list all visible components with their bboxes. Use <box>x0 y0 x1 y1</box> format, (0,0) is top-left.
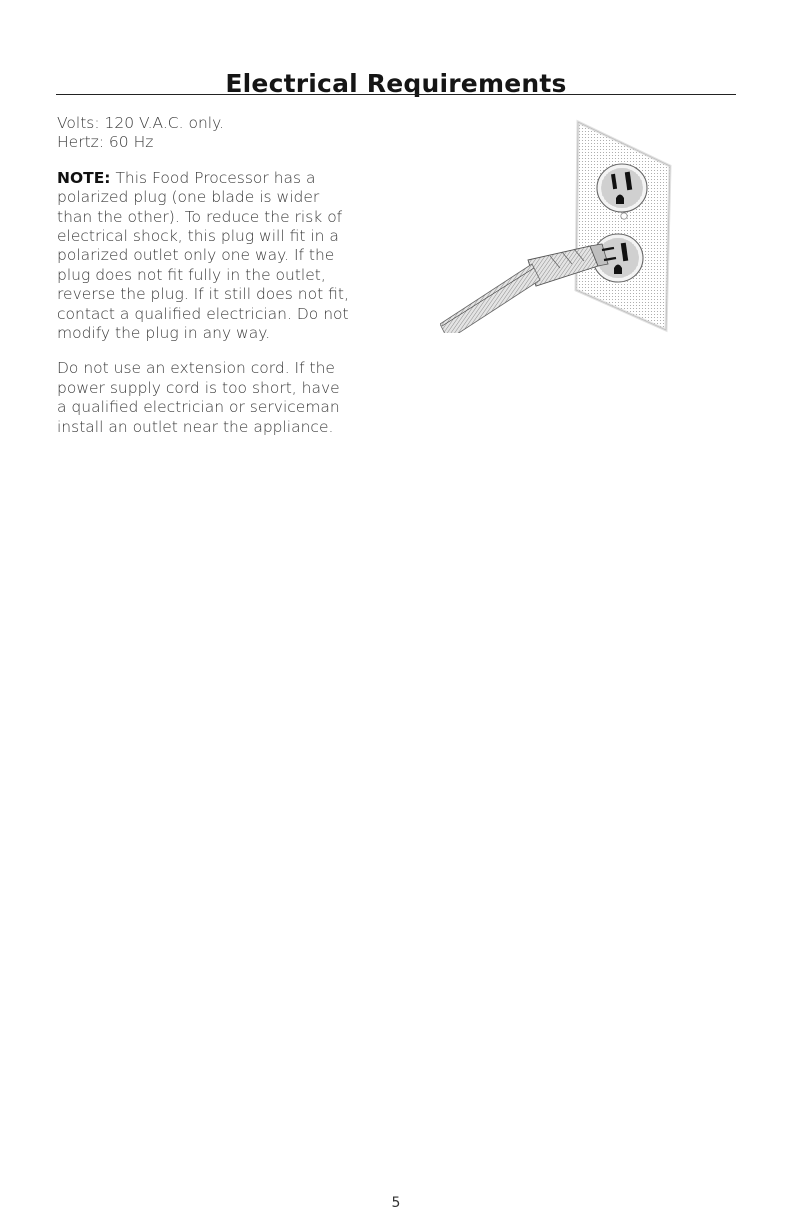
outlet-wall-plate <box>576 122 670 330</box>
extension-line: power supply cord is too short, have <box>57 378 340 397</box>
note-line: than the other). To reduce the risk of <box>57 207 343 226</box>
note-line: reverse the plug. If it still does not fit, <box>57 285 349 304</box>
note-paragraph <box>57 169 397 344</box>
extension-line: a qualified electrician or serviceman <box>57 398 340 417</box>
note-line: polarized outlet only one way. If the <box>57 246 335 265</box>
note-line: polarized plug (one blade is wider <box>57 188 320 207</box>
note-line: This Food Processor has a <box>110 168 316 187</box>
wall-outlet-with-plug-icon <box>440 118 680 333</box>
note-line: modify the plug in any way. <box>57 324 271 343</box>
note-line: electrical shock, this plug will fit in a <box>57 227 339 246</box>
extension-cord-paragraph <box>57 359 397 437</box>
page-number: 5 <box>391 1195 401 1211</box>
page-title: Electrical Requirements <box>225 68 567 98</box>
note-label: NOTE: <box>57 168 111 187</box>
volts-spec: Volts: 120 V.A.C. only. <box>57 114 224 132</box>
extension-line: install an outlet near the appliance. <box>57 417 334 436</box>
hertz-spec: Hertz: 60 Hz <box>57 133 154 152</box>
body-text <box>57 114 397 437</box>
note-line: plug does not fit fully in the outlet, <box>57 265 326 284</box>
power-cord <box>440 264 540 333</box>
title-divider <box>56 94 736 95</box>
extension-line: Do not use an extension cord. If the <box>57 359 335 378</box>
upper-receptacle <box>597 164 647 212</box>
note-line: contact a qualified electrician. Do not <box>57 304 349 323</box>
